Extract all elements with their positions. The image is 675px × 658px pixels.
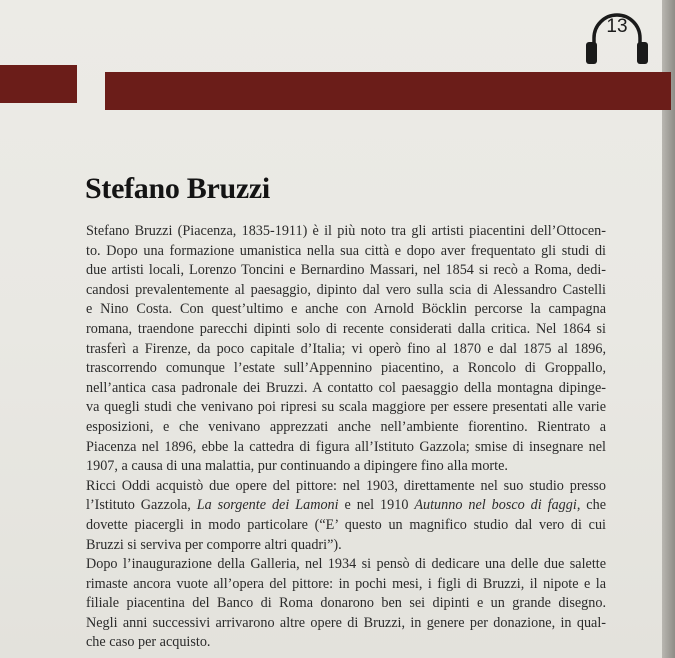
- text-line: [86, 300, 606, 320]
- text-line: [86, 320, 606, 340]
- audio-guide-number: 13: [606, 16, 628, 37]
- text-segment: Stefano Bruzzi (Piacenza, 1835-1911) è il più noto tra gli artisti piacentini dell’Ottocen-: [86, 223, 606, 239]
- text-line: [86, 594, 606, 614]
- text-segment: va quegli studi che venivano poi ripresi su scala maggiore per essere presentati alle varie: [86, 399, 606, 416]
- text-line: [86, 359, 606, 379]
- text-segment: , che: [576, 497, 606, 514]
- text-segment: to. Dopo una formazione umanistica nella sua città e dopo aver frequentato gli studi di: [86, 242, 606, 259]
- text-segment: candosi prevalentemente al paesaggio, dipinto dal vero sulla scia di Alessandro Castelli: [86, 281, 606, 298]
- text-line: [86, 614, 606, 634]
- text-segment: e nel 1910: [338, 497, 415, 514]
- artwork-title: La sorgente dei Lamoni: [196, 497, 339, 514]
- text-segment: romana, traendone parecchi dipinti solo di recente considerati dalla critica. Nel 1864 si: [86, 320, 606, 337]
- audio-guide-badge: [582, 6, 652, 70]
- text-line: [86, 536, 606, 556]
- text-line: [86, 379, 606, 399]
- text-line: [86, 438, 606, 458]
- text-line: [86, 516, 606, 536]
- text-segment: Bruzzi si serviva per comporre altri quadri”).: [86, 536, 342, 553]
- decorative-band-right: [105, 72, 671, 110]
- page-title: Stefano Bruzzi: [85, 172, 270, 205]
- text-line: [86, 418, 606, 438]
- text-segment: Negli anni successivi arrivarono altre opere di Bruzzi, in genere per donazione, in qual-: [86, 614, 606, 631]
- decorative-band-left: [0, 65, 77, 103]
- paragraph: [86, 222, 606, 477]
- text-segment: dovette piacergli in modo particolare (“E’ questo un magnifico studio dal vero di cui: [86, 516, 606, 533]
- text-segment: trascorrendo comunque l’estate sull’Appennino piacentino, a Roncolo di Groppallo,: [86, 360, 606, 377]
- text-line: [86, 496, 606, 516]
- text-line: [86, 633, 606, 653]
- text-line: [86, 261, 606, 281]
- text-line: [86, 398, 606, 418]
- text-segment: e Nino Costa. Con quest’ultimo e anche con Arnold Böcklin percorse la campagna: [86, 301, 606, 318]
- body-text: [86, 222, 606, 653]
- text-segment: filiale piacentina del Banco di Roma donarono ben sei dipinti e un grande disegno.: [86, 595, 606, 612]
- text-segment: che caso per acquisto.: [86, 634, 211, 651]
- text-line: [86, 242, 606, 262]
- text-segment: esposizioni, e che venivano apprezzati anche nell’ambiente fiorentino. Rientrato a: [86, 418, 606, 435]
- text-segment: 1907, a causa di una malattia, pur continuando a dipingere fino alla morte.: [86, 458, 508, 475]
- text-line: [86, 340, 606, 360]
- text-segment: nell’antica casa padronale dei Bruzzi. A contatto col paesaggio della montagna dipinge-: [86, 379, 606, 396]
- artwork-title: Autunno nel bosco di faggi: [414, 497, 577, 514]
- text-line: [86, 222, 606, 242]
- text-line: [86, 477, 606, 497]
- text-line: [86, 555, 606, 575]
- text-segment: l’Istituto Gazzola,: [86, 497, 197, 514]
- text-line: [86, 575, 606, 595]
- text-segment: trasferì a Firenze, da poco capitale d’Italia; vi operò fino al 1870 e dal 1875 al 1896,: [86, 340, 606, 357]
- paragraph: [86, 555, 606, 653]
- text-segment: due artisti locali, Lorenzo Toncini e Bernardino Massari, nel 1854 si recò a Roma, dedi-: [86, 262, 606, 279]
- paragraph: [86, 477, 606, 555]
- text-segment: rimaste ancora vuote all’opera del pittore: in pochi mesi, i figli di Bruzzi, il nipote e la: [86, 575, 606, 592]
- text-line: [86, 457, 606, 477]
- text-segment: Ricci Oddi acquistò due opere del pittore: nel 1903, direttamente nel suo studio presso: [86, 477, 606, 494]
- text-line: [86, 281, 606, 301]
- text-segment: Piacenza nel 1896, ebbe la cattedra di figura all’Istituto Gazzola; smise di insegnare nel: [86, 438, 606, 455]
- text-segment: Dopo l’inaugurazione della Galleria, nel 1934 si pensò di dedicare una delle due salette: [86, 556, 606, 573]
